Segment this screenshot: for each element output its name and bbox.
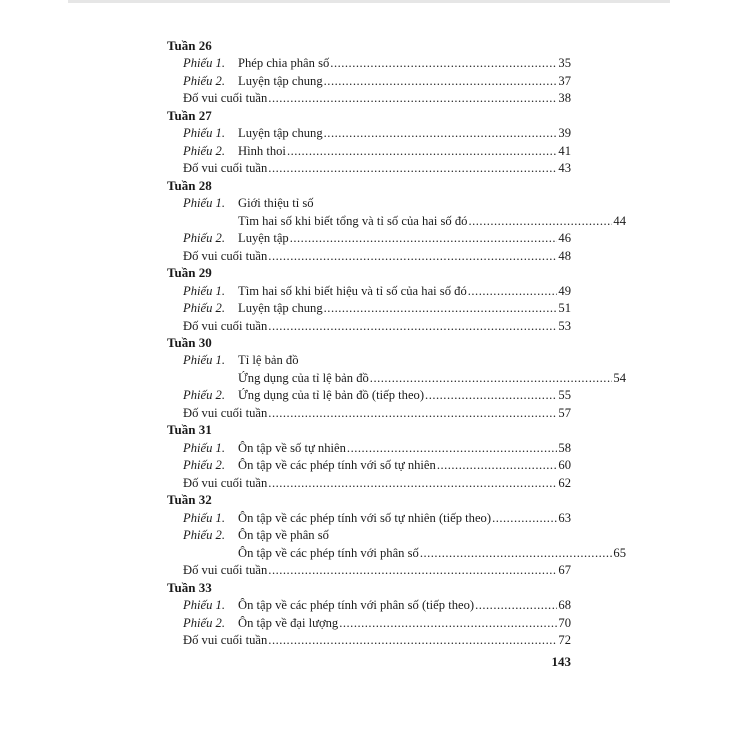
dot-leader xyxy=(268,317,557,335)
entry-title: Giới thiệu tỉ số xyxy=(238,196,314,211)
entry-page: 63 xyxy=(558,510,571,525)
dot-leader xyxy=(268,89,557,107)
week-heading: Tuần 31 xyxy=(167,422,212,438)
week-heading: Tuần 33 xyxy=(167,579,212,595)
toc-entry xyxy=(183,596,571,614)
dot-leader xyxy=(437,456,558,474)
entry-title: Tìm hai số khi biết hiệu và tỉ số của hai số đó xyxy=(238,283,467,298)
entry-label: Phiếu 1. xyxy=(183,196,225,211)
entry-page: 48 xyxy=(558,248,571,263)
entry-label: Phiếu 1. xyxy=(183,440,225,455)
entry-label: Phiếu 2. xyxy=(183,301,225,316)
dot-leader xyxy=(324,124,558,142)
toc-entry xyxy=(183,194,571,212)
entry-page: 49 xyxy=(558,283,571,298)
toc-entry xyxy=(183,124,571,142)
dot-leader xyxy=(324,299,558,317)
entry-page: 51 xyxy=(558,301,571,316)
toc-entry xyxy=(183,351,571,369)
entry-page: 35 xyxy=(558,56,571,71)
entry-page: 38 xyxy=(558,91,571,106)
toc-entry xyxy=(183,369,626,387)
toc-entry xyxy=(183,282,571,300)
entry-title: Đố vui cuối tuần xyxy=(183,248,268,263)
entry-title: Hình thoi xyxy=(238,143,286,158)
week-heading: Tuần 27 xyxy=(167,107,212,123)
entry-page: 72 xyxy=(558,632,571,647)
toc-entry xyxy=(183,456,571,474)
entry-title: Luyện tập chung xyxy=(238,126,323,141)
entry-title: Ứng dụng của tỉ lệ bản đồ (tiếp theo) xyxy=(238,388,425,403)
entry-label: Phiếu 2. xyxy=(183,388,225,403)
entry-page: 44 xyxy=(613,213,626,228)
entry-label: Phiếu 1. xyxy=(183,283,225,298)
entry-title: Ôn tập về số tự nhiên xyxy=(238,440,346,455)
entry-label: Phiếu 2. xyxy=(183,528,225,543)
entry-label: Phiếu 2. xyxy=(183,458,225,473)
toc-entry xyxy=(183,474,571,492)
entry-label: Phiếu 2. xyxy=(183,73,225,88)
toc-entry xyxy=(183,159,571,177)
dot-leader xyxy=(290,229,558,247)
entry-title: Ứng dụng của tỉ lệ bản đồ xyxy=(238,370,369,385)
dot-leader xyxy=(420,544,613,562)
dot-leader xyxy=(425,386,557,404)
entry-label: Phiếu 1. xyxy=(183,353,225,368)
entry-page: 39 xyxy=(558,126,571,141)
toc-entry xyxy=(183,229,571,247)
toc-entry xyxy=(183,72,571,90)
entry-page: 67 xyxy=(558,563,571,578)
dot-leader xyxy=(492,509,557,527)
entry-title: Đố vui cuối tuần xyxy=(183,318,268,333)
entry-page: 60 xyxy=(558,458,571,473)
entry-label: Phiếu 2. xyxy=(183,231,225,246)
entry-page: 57 xyxy=(558,405,571,420)
entry-page: 37 xyxy=(558,73,571,88)
dot-leader xyxy=(475,596,557,614)
entry-title: Ôn tập về các phép tính với phân số xyxy=(238,545,419,560)
entry-page: 68 xyxy=(558,598,571,613)
dot-leader xyxy=(347,439,557,457)
entry-title: Ôn tập về phân số xyxy=(238,528,329,543)
toc-entry xyxy=(183,89,571,107)
toc-entry xyxy=(183,212,626,230)
week-heading: Tuần 26 xyxy=(167,38,212,53)
dot-leader xyxy=(268,631,557,649)
dot-leader xyxy=(268,561,557,579)
week-heading: Tuần 30 xyxy=(167,334,212,350)
dot-leader xyxy=(324,72,558,90)
week-heading: Tuần 28 xyxy=(167,177,212,193)
dot-leader xyxy=(268,474,557,492)
entry-label: Phiếu 1. xyxy=(183,126,225,141)
dot-leader xyxy=(468,282,558,300)
entry-title: Tỉ lệ bản đồ xyxy=(238,353,299,368)
dot-leader xyxy=(287,142,557,160)
entry-title: Luyện tập xyxy=(238,231,289,246)
toc-entry xyxy=(183,142,571,160)
entry-title: Luyện tập chung xyxy=(238,301,323,316)
entry-title: Tìm hai số khi biết tổng và tỉ số của hai số đó xyxy=(238,213,468,228)
entry-page: 70 xyxy=(558,615,571,630)
entry-title: Đố vui cuối tuần xyxy=(183,161,268,176)
entry-title: Đố vui cuối tuần xyxy=(183,405,268,420)
entry-page: 65 xyxy=(613,545,626,560)
entry-label: Phiếu 2. xyxy=(183,615,225,630)
entry-title: Ôn tập về các phép tính với số tự nhiên (tiếp theo) xyxy=(238,510,492,525)
entry-title: Đố vui cuối tuần xyxy=(183,475,268,490)
toc-entry xyxy=(183,54,571,72)
toc-entry xyxy=(183,614,571,632)
page-number: 143 xyxy=(551,654,571,669)
entry-label: Phiếu 1. xyxy=(183,510,225,525)
toc-entry xyxy=(183,299,571,317)
entry-title: Ôn tập về các phép tính với phân số (tiếp theo) xyxy=(238,598,475,613)
dot-leader xyxy=(268,159,557,177)
toc-entry xyxy=(183,631,571,649)
entry-title: Ôn tập về các phép tính với số tự nhiên xyxy=(238,458,436,473)
entry-page: 53 xyxy=(558,318,571,333)
toc-entry xyxy=(183,561,571,579)
toc-entry xyxy=(183,317,571,335)
dot-leader xyxy=(370,369,613,387)
toc-entry xyxy=(183,404,571,422)
entry-label: Phiếu 1. xyxy=(183,598,225,613)
entry-title: Đố vui cuối tuần xyxy=(183,632,268,647)
week-heading: Tuần 32 xyxy=(167,492,212,508)
dot-leader xyxy=(268,404,557,422)
page-top-edge xyxy=(68,0,670,3)
entry-title: Ôn tập về đại lượng xyxy=(238,615,339,630)
entry-page: 55 xyxy=(558,388,571,403)
entry-label: Phiếu 2. xyxy=(183,143,225,158)
week-heading: Tuần 29 xyxy=(167,265,212,281)
entry-title: Đố vui cuối tuần xyxy=(183,91,268,106)
toc-entry xyxy=(183,386,571,404)
toc-entry xyxy=(183,509,571,527)
entry-page: 54 xyxy=(613,370,626,385)
dot-leader xyxy=(339,614,557,632)
toc-entry xyxy=(183,439,571,457)
entry-page: 46 xyxy=(558,231,571,246)
dot-leader xyxy=(268,247,557,265)
entry-page: 41 xyxy=(558,143,571,158)
entry-title: Phép chia phân số xyxy=(238,56,330,71)
entry-page: 43 xyxy=(558,161,571,176)
entry-title: Luyện tập chung xyxy=(238,73,323,88)
toc-entry xyxy=(183,247,571,265)
dot-leader xyxy=(468,212,612,230)
entry-page: 58 xyxy=(558,440,571,455)
toc-entry xyxy=(183,544,626,562)
entry-title: Đố vui cuối tuần xyxy=(183,563,268,578)
toc-entry xyxy=(183,526,571,544)
entry-label: Phiếu 1. xyxy=(183,56,225,71)
dot-leader xyxy=(330,54,557,72)
entry-page: 62 xyxy=(558,475,571,490)
